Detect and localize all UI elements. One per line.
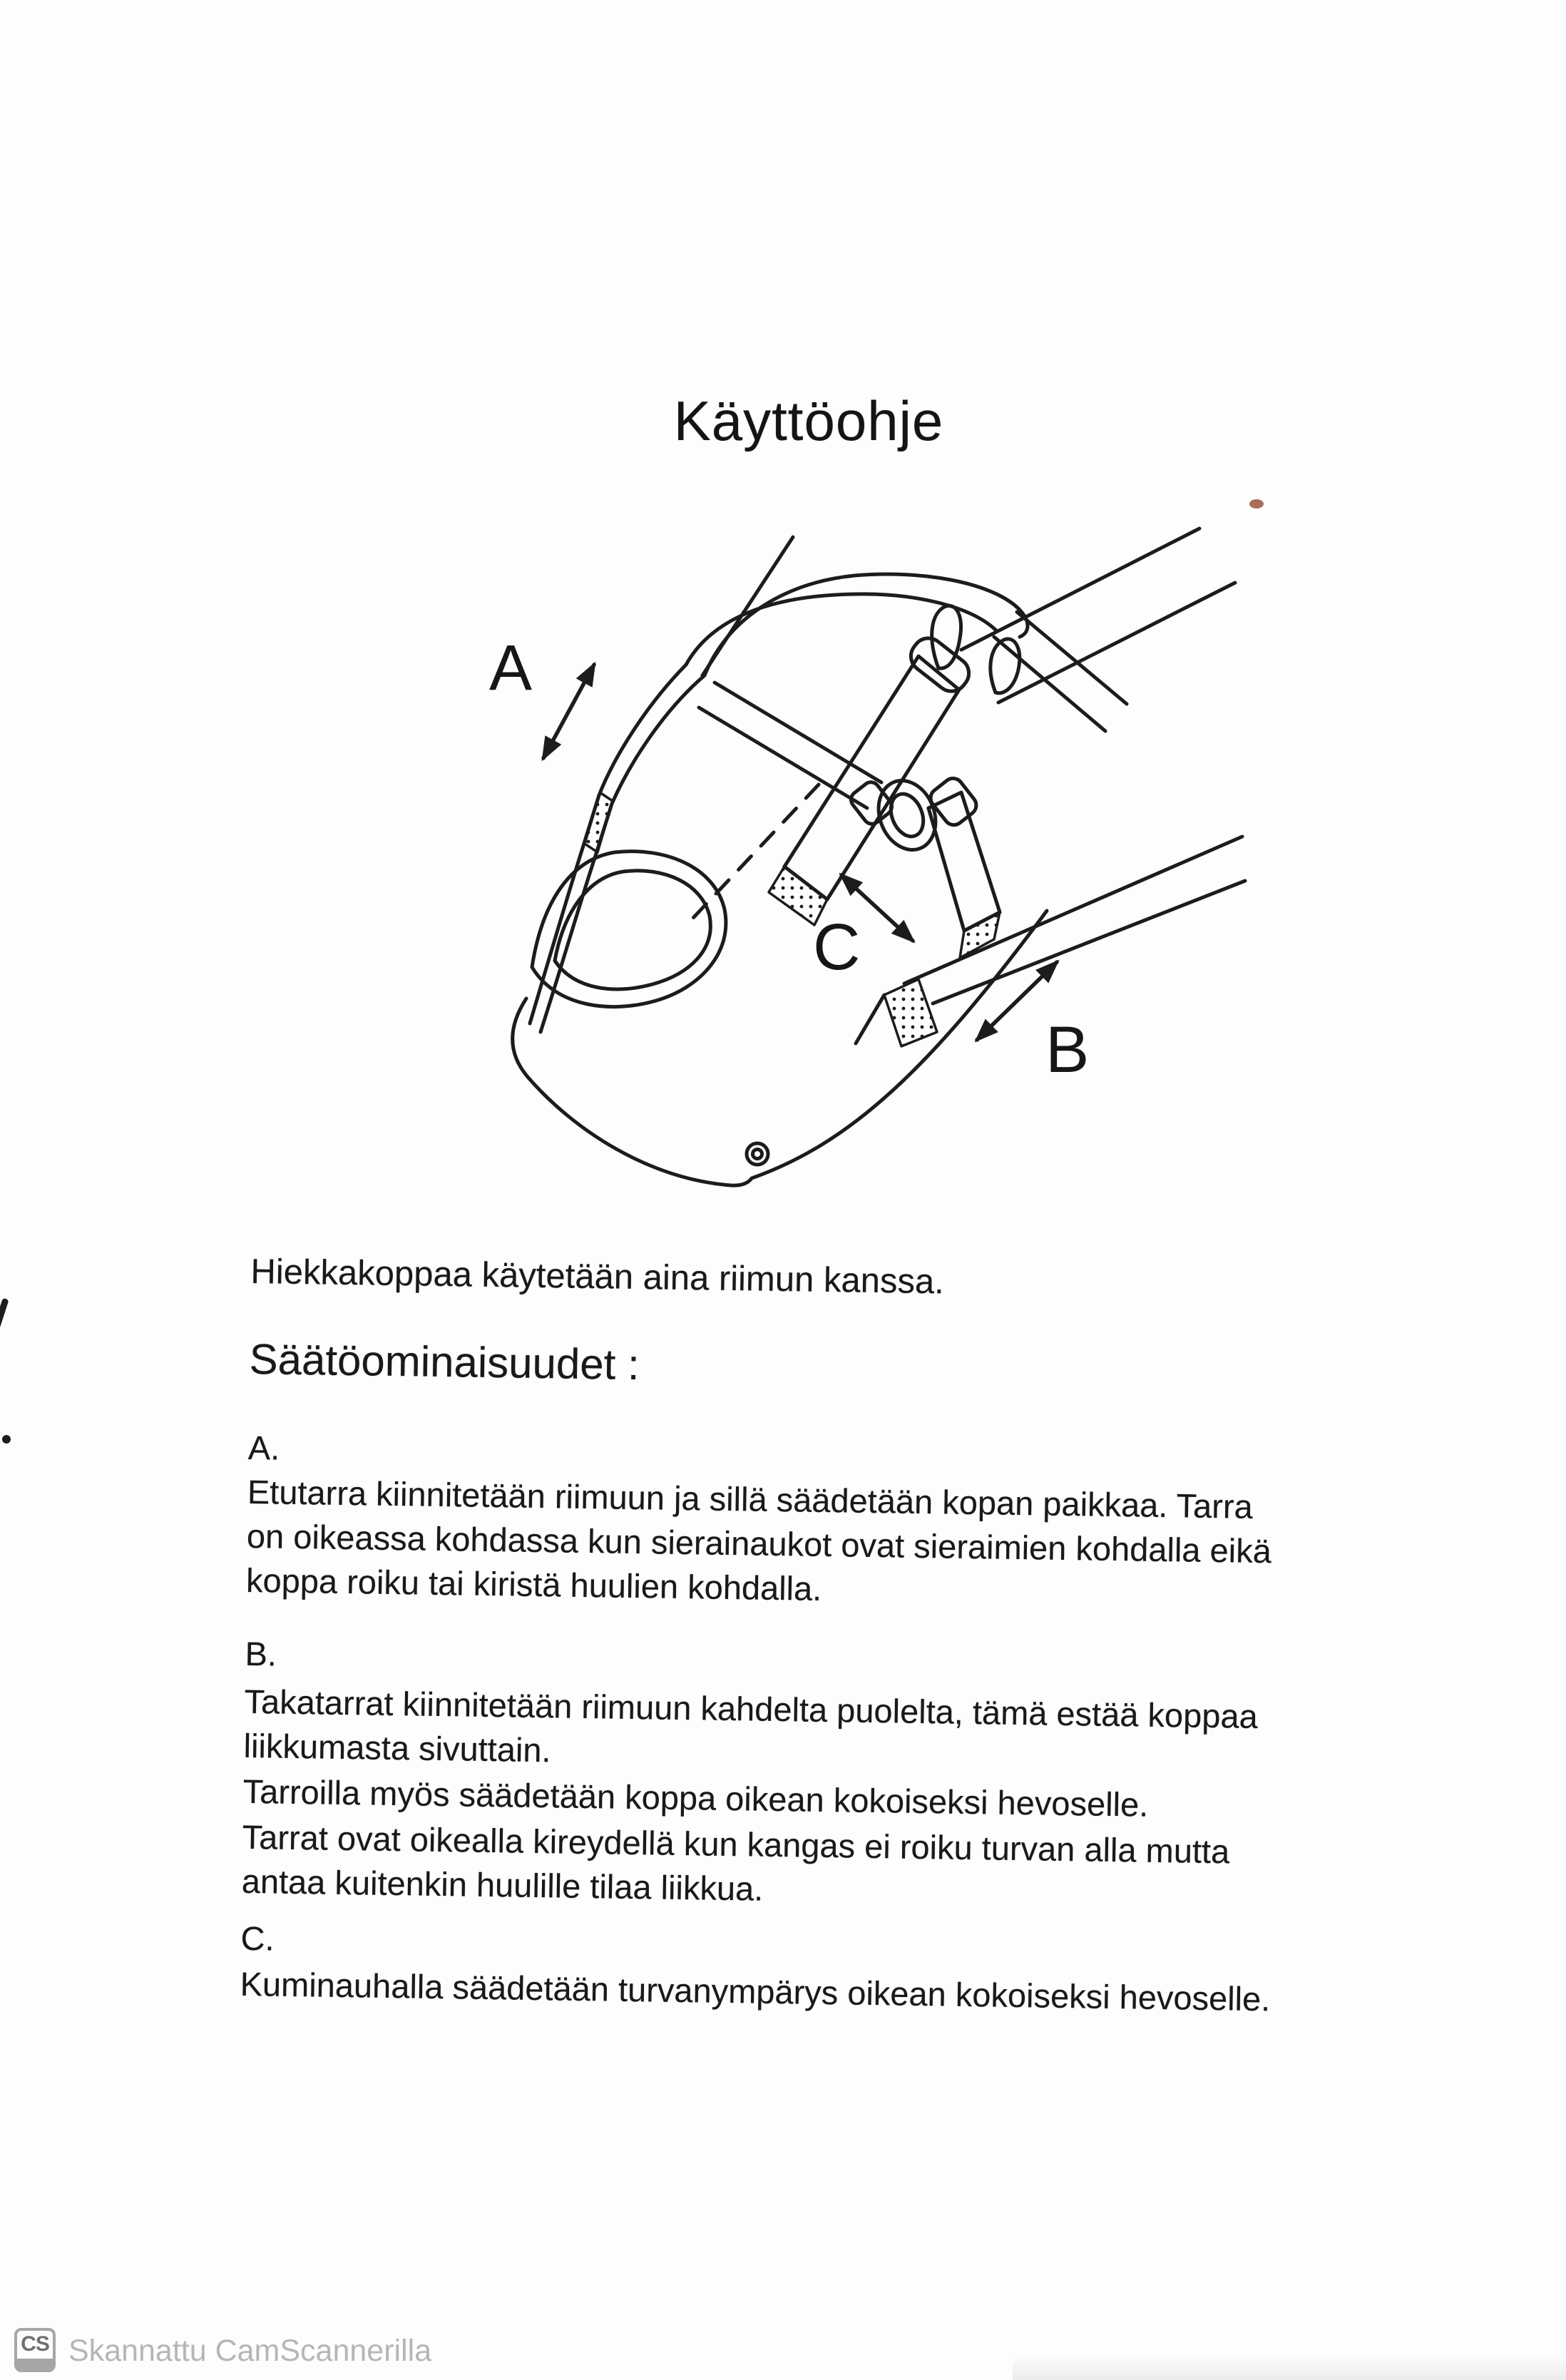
section-b-line: Tarrat ovat oikealla kireydellä kun kangas ei roiku turvan alla mutta xyxy=(242,1817,1230,1871)
noseband-loop xyxy=(705,574,1028,675)
diagram-label-b: B xyxy=(1045,1013,1090,1086)
section-b-line: Tarroilla myös säädetään koppa oikean kokoiseksi hevoselle. xyxy=(242,1772,1149,1824)
scan-mark-slash xyxy=(0,1298,9,1330)
nostril-opening xyxy=(532,852,726,1007)
ink-speck xyxy=(1249,499,1264,509)
noseband-strap xyxy=(541,675,705,1032)
section-a-line: Etutarra kiinnitetään riimuun ja sillä säädetään kopan paikkaa. Tarra xyxy=(247,1472,1254,1526)
diagram-label-c: C xyxy=(813,911,861,984)
muzzle-diagram xyxy=(428,496,1248,1209)
badge-band xyxy=(17,2359,53,2369)
buckle-ring xyxy=(869,772,946,858)
camscanner-badge-text: CS xyxy=(21,2332,49,2356)
section-b-line: antaa kuitenkin huulille tilaa liikkua. xyxy=(241,1861,764,1908)
section-a-line: on oikeassa kohdassa kun sierainaukot ovat sieraimien kohdalla eikä xyxy=(246,1516,1272,1571)
grommet xyxy=(747,1143,768,1165)
body-text-block xyxy=(239,1248,1505,2065)
scan-mark-dot xyxy=(2,1435,11,1444)
section-c-line: Kuminauhalla säädetään turvanympärys oikean kokoiseksi hevoselle. xyxy=(240,1964,1271,2018)
scan-edge-shadow xyxy=(1013,2356,1566,2380)
adjustments-heading: Säätöominaisuudet : xyxy=(249,1334,640,1389)
intro-line: Hiekkakoppaa käytetään aina riimun kanssa. xyxy=(250,1252,945,1302)
strap-tip xyxy=(932,606,961,668)
camscanner-badge-icon xyxy=(14,2328,56,2372)
section-b-line: liikkumasta sivuttain. xyxy=(243,1726,551,1769)
rear-velcro-patch xyxy=(884,979,937,1046)
section-a-line: koppa roiku tai kiristä huulien kohdalla. xyxy=(245,1561,822,1608)
section-a-label: A. xyxy=(247,1428,280,1467)
section-c-label: C. xyxy=(240,1919,275,1958)
lead-rope-lines xyxy=(961,528,1199,650)
arrow-a xyxy=(543,665,594,758)
strap-keeper xyxy=(905,632,976,698)
camscanner-watermark: Skannattu CamScannerilla xyxy=(68,2334,432,2368)
section-b-label: B. xyxy=(245,1634,277,1673)
page-title: Käyttöohje xyxy=(673,389,944,452)
section-b-line: Takatarrat kiinnitetään riimuun kahdelta puolelta, tämä estää koppaa xyxy=(244,1682,1259,1736)
diagram-label-a: A xyxy=(489,633,533,704)
